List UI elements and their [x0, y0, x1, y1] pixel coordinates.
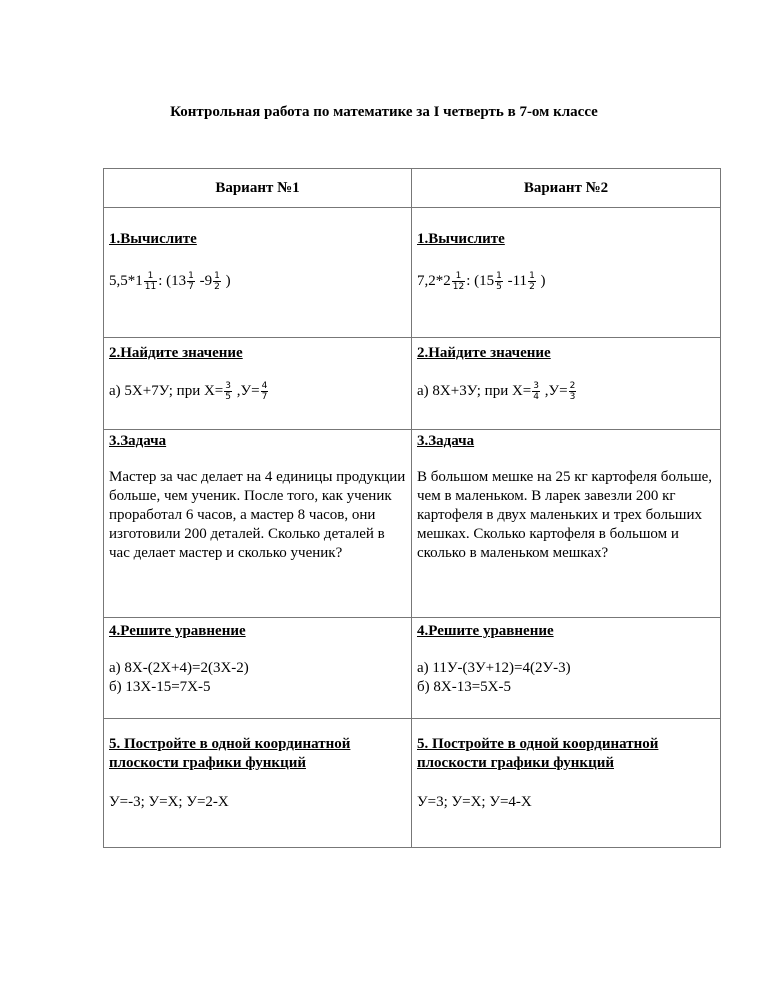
task-text: У=-3; У=Х; У=2-Х — [109, 794, 229, 810]
fraction: $\frac{3}{5}$ — [225, 381, 231, 402]
task-1-v1 — [104, 208, 412, 338]
task-5-row — [104, 719, 721, 848]
task-text: Мастер за час делает на 4 единицы продукции больше, чем ученик. После того, как ученик проработал 6 часов, а мастер 8 часов, они изготовили 200 деталей. Сколько деталей в час делает мастер и сколько ученик? — [109, 469, 406, 561]
fraction: $\frac{1}{2}$ — [529, 271, 535, 292]
task-2-v1 — [104, 338, 412, 430]
task-5-v1 — [104, 719, 412, 848]
task-heading: 5. Постройте в одной координатной плоскости графики функций — [109, 736, 351, 771]
task-2-v2 — [412, 338, 721, 430]
task-heading: 3.Задача — [417, 433, 475, 449]
task-4-v2 — [412, 618, 721, 719]
task-4-row — [104, 618, 721, 719]
fraction: $\frac{1}{7}$ — [188, 271, 194, 292]
task-3-v2 — [412, 430, 721, 618]
task-expression: а) 5Х+7У; при Х= $\frac{3}{5}$ ,У= $\frac{4}{7}$ — [109, 381, 268, 402]
task-heading: 4.Решите уравнение — [109, 623, 246, 639]
fraction: $\frac{1}{5}$ — [496, 271, 502, 292]
task-text: У=3; У=Х; У=4-Х — [417, 794, 532, 810]
equation-b: б) 13Х-15=7Х-5 — [109, 679, 211, 695]
fraction: $\frac{1}{2}$ — [214, 271, 220, 292]
task-3-row — [104, 430, 721, 618]
task-heading: 3.Задача — [109, 433, 167, 449]
task-expression: 7,2*2 $\frac{1}{12}$ : (15 $\frac{1}{5}$ -11 $\frac{1}{2}$ ) — [417, 271, 546, 292]
variant-2-header: Вариант №2 — [412, 169, 721, 208]
task-2-row — [104, 338, 721, 430]
fraction: $\frac{1}{11}$ — [144, 271, 157, 292]
task-1-v2 — [412, 208, 721, 338]
table-header-row — [104, 169, 721, 208]
variants-table — [103, 168, 721, 848]
task-heading: 4.Решите уравнение — [417, 623, 554, 639]
task-text: В большом мешке на 25 кг картофеля больше, чем в маленьком. В ларек завезли 200 кг картофеля в двух маленьких и трех больших мешках. Сколько картофеля в большом и сколько в маленьком мешках? — [417, 469, 713, 561]
equation-a: а) 8Х-(2Х+4)=2(3Х-2) — [109, 660, 249, 676]
variant-1-header: Вариант №1 — [104, 169, 412, 208]
fraction: $\frac{3}{4}$ — [533, 381, 539, 402]
task-3-v1 — [104, 430, 412, 618]
fraction: $\frac{2}{3}$ — [569, 381, 576, 402]
task-4-v1 — [104, 618, 412, 719]
fraction: $\frac{1}{12}$ — [452, 271, 465, 292]
equation-a: а) 11У-(3У+12)=4(2У-3) — [417, 660, 571, 676]
task-5-v2 — [412, 719, 721, 848]
task-expression: а) 8Х+3У; при Х= $\frac{3}{4}$ ,У= $\frac{2}{3}$ — [417, 381, 576, 402]
task-heading: 1.Вычислите — [417, 231, 505, 247]
task-heading: 2.Найдите значение — [109, 345, 243, 361]
fraction: $\frac{4}{7}$ — [261, 381, 268, 402]
equation-b: б) 8Х-13=5Х-5 — [417, 679, 511, 695]
task-heading: 2.Найдите значение — [417, 345, 551, 361]
page-title: Контрольная работа по математике за I четверть в 7-ом классе — [170, 104, 598, 120]
task-expression: 5,5*1 $\frac{1}{11}$ : (13 $\frac{1}{7}$ -9 $\frac{1}{2}$ ) — [109, 271, 231, 292]
task-heading: 5. Постройте в одной координатной плоскости графики функций — [417, 736, 659, 771]
task-1-row — [104, 208, 721, 338]
task-heading: 1.Вычислите — [109, 231, 197, 247]
